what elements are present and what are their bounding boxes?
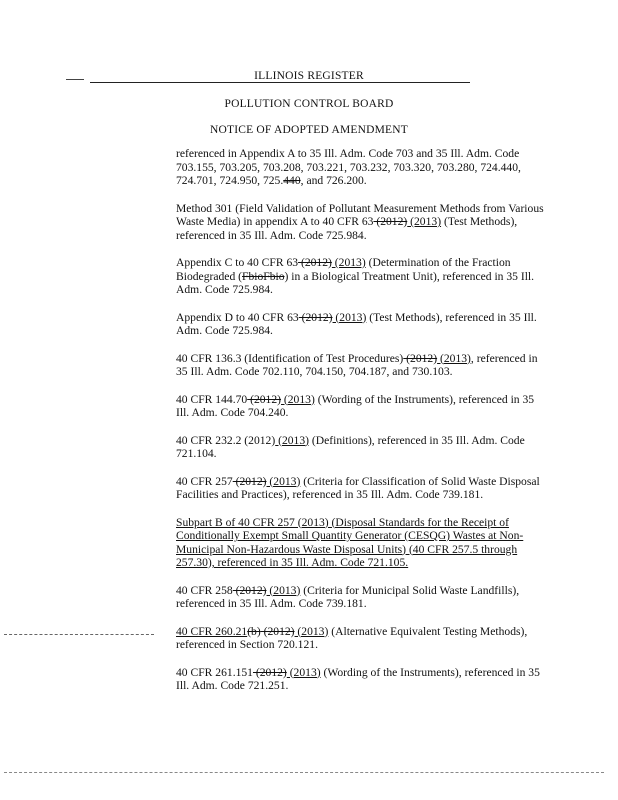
reference-paragraph [176, 584, 546, 611]
paragraph-text: ) in a Biological Treatment Unit), referenced in 35 Ill. Adm. Code 725.984. [176, 269, 535, 296]
header-rule [90, 82, 470, 83]
deleted-text: (2012) [260, 624, 295, 638]
paragraph-text: 40 CFR 232.2 (2012) [176, 433, 276, 447]
footer-dash-line [4, 772, 604, 773]
paragraph-text: Appendix D to 40 CFR 63 [176, 310, 299, 324]
paragraph-text: (Test Methods), referenced in 35 Ill. Adm. Code 725.984. [176, 310, 537, 337]
deleted-text: (2012) [298, 310, 333, 324]
paragraph-text: 40 CFR 136.3 (Identification of Test Procedures) [176, 351, 404, 365]
inserted-text: (2013) [266, 474, 301, 488]
inserted-text: Subpart B of 40 CFR 257 (2013) (Disposal Standards for the Receipt of Conditionally Exempt Small Quantity Generator (CESQG) Wastes at Non-Municipal Non-Hazardous Waste Disposal Units) (40 CFR 257.5 through 257.30), referenced in 35 Ill. Adm. Code 721.105. [176, 515, 524, 569]
paragraph-text: 40 CFR 257 [176, 474, 233, 488]
paragraph-text: 40 CFR 261.151 [176, 665, 253, 679]
document-body [176, 147, 546, 707]
deleted-text: (2012) [247, 392, 281, 406]
paragraph-text: (Wording of the Instruments), referenced in 35 Ill. Adm. Code 704.240. [176, 392, 535, 419]
reference-paragraph [176, 202, 546, 243]
paragraph-text: (Wording of the Instruments), referenced in 35 Ill. Adm. Code 721.251. [176, 665, 540, 692]
inserted-text: (2013) [266, 583, 301, 597]
reference-paragraph [176, 147, 546, 188]
reference-paragraph [176, 434, 546, 461]
reference-paragraph [176, 393, 546, 420]
reference-paragraph [176, 625, 546, 652]
paragraph-text: , and 726.200. [300, 174, 367, 187]
paragraph-text: Appendix C to 40 CFR 63 [176, 256, 299, 269]
paragraph-text: referenced in Appendix A to 35 Ill. Adm. Code 703 and 35 Ill. Adm. Code 703.155, 703.205, 703.208, 703.221, 703.232, 703.320, 703.280, 724.440, 724.701, 724.950, 725. [176, 147, 521, 187]
paragraph-text: (Criteria for Municipal Solid Waste Landfills), referenced in 35 Ill. Adm. Code 739.181. [176, 583, 520, 610]
inserted-text: (2013) [437, 351, 471, 365]
deleted-text: (b) [247, 624, 261, 638]
inserted-text: 40 CFR 260.21 [176, 624, 248, 638]
deleted-text: (2012) [298, 256, 332, 269]
register-title: ILLINOIS REGISTER [254, 70, 364, 82]
deleted-text: 440 [283, 174, 301, 187]
inserted-text: (2013) [275, 433, 310, 447]
reference-paragraph [176, 475, 546, 502]
paragraph-text: (Determination of the Fraction Biodegraded ( [176, 256, 511, 283]
paragraph-text: (Alternative Equivalent Testing Methods), referenced in Section 720.121. [176, 624, 528, 651]
deleted-text: (2012) [373, 215, 408, 228]
deleted-text: (2012) [252, 665, 287, 679]
paragraph-text: (Test Methods), referenced in 35 Ill. Adm. Code 725.984. [176, 215, 518, 242]
paragraph-text: 40 CFR 144.70 [176, 392, 248, 406]
inserted-text: (2013) [286, 665, 321, 679]
paragraph-text: (Criteria for Classification of Solid Waste Disposal Facilities and Practices), referenced in 35 Ill. Adm. Code 739.181. [176, 474, 540, 501]
reference-paragraph [176, 311, 546, 338]
paragraph-text: 40 CFR 258 [176, 583, 233, 597]
paragraph-text: (Definitions), referenced in 35 Ill. Adm. Code 721.104. [176, 433, 525, 460]
paragraph-text: Method 301 (Field Validation of Pollutant Measurement Methods from Various Waste Media) in appendix A to 40 CFR 63 [176, 201, 544, 228]
reference-paragraph [176, 352, 546, 379]
inserted-text: (2013) [407, 215, 442, 228]
inserted-text: (2013) [281, 392, 315, 406]
reference-paragraph [176, 666, 546, 693]
deleted-text: (2012) [232, 474, 267, 488]
paragraph-text: , referenced in 35 Ill. Adm. Code 702.110, 704.150, 704.187, and 730.103. [176, 351, 538, 378]
inserted-text: (2013) [331, 256, 366, 269]
notice-title: NOTICE OF ADOPTED AMENDMENT [209, 124, 409, 136]
deleted-text: (2012) [403, 351, 438, 365]
reference-paragraph [176, 516, 546, 570]
reference-paragraph [176, 256, 546, 297]
deleted-text: FbioFbio [242, 269, 285, 283]
inserted-text: (2013) [332, 310, 367, 324]
margin-dash-line [4, 634, 154, 635]
deleted-text: (2012) [232, 583, 267, 597]
board-title: POLLUTION CONTROL BOARD [224, 98, 394, 110]
inserted-text: (2013) [294, 624, 329, 638]
